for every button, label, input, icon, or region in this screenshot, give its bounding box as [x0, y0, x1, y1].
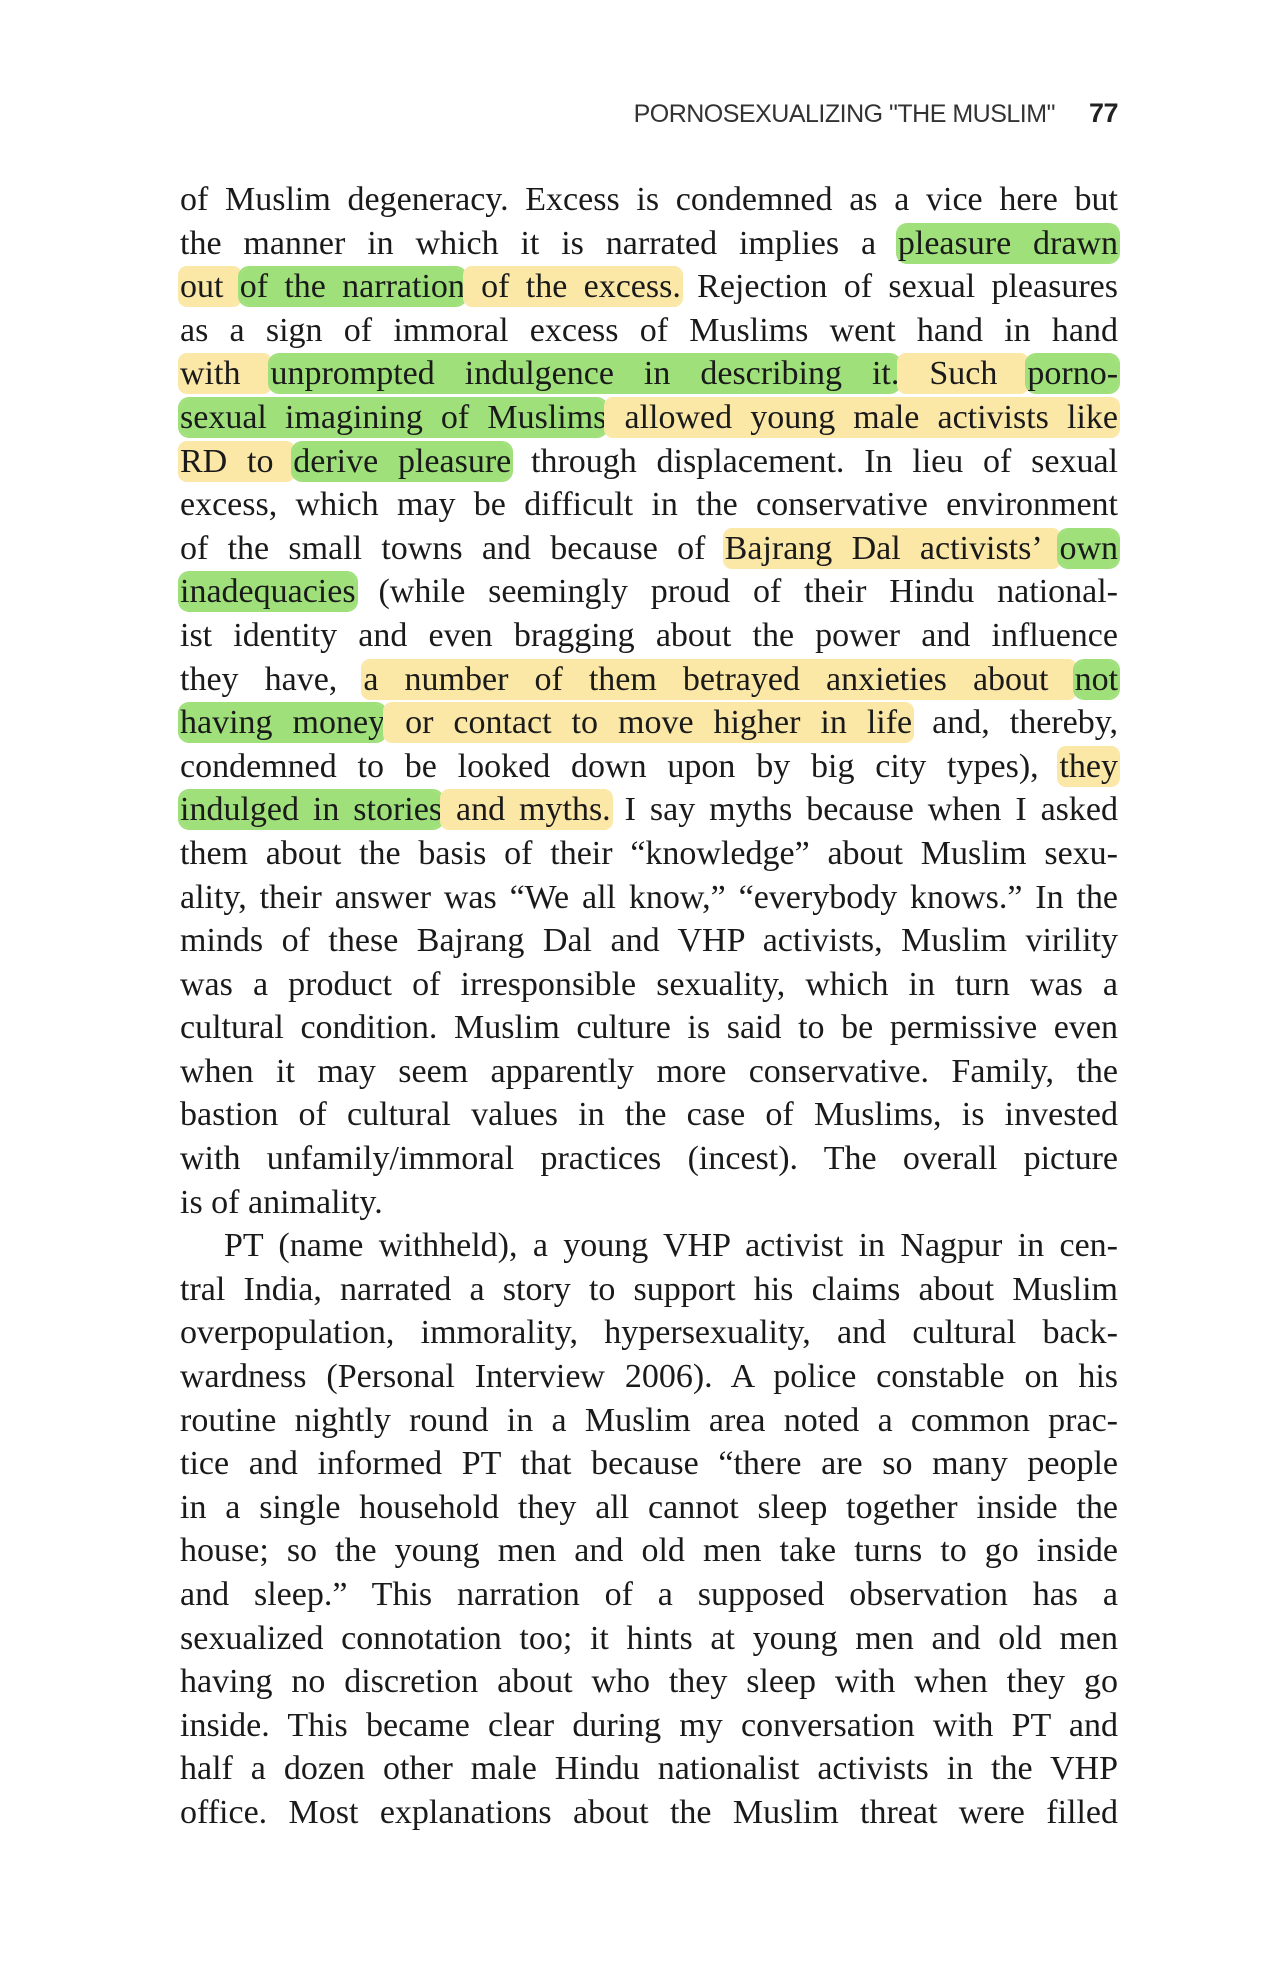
text-line — [180, 570, 1118, 614]
text-line — [180, 1529, 1118, 1573]
text-run: excess, which may be difficult in the conservative environment — [180, 486, 1118, 524]
highlight-green: of the narration — [239, 268, 465, 306]
text-line — [180, 352, 1118, 396]
text-run: inside. This became clear during my conversation with PT and — [180, 1706, 1118, 1744]
text-run: overpopulation, immorality, hypersexuality, and cultural back- — [180, 1314, 1118, 1352]
text-run: the manner in which it is narrated implies a — [180, 224, 898, 262]
text-run: bastion of cultural values in the case of Muslims, is invested — [180, 1096, 1118, 1134]
text-line — [180, 1573, 1118, 1617]
text-line — [180, 745, 1118, 789]
text-line — [180, 483, 1118, 527]
text-line — [180, 1704, 1118, 1748]
text-line — [180, 701, 1118, 745]
text-line — [180, 1617, 1118, 1661]
highlight-yellow: of the excess. — [464, 268, 681, 306]
text-line — [180, 832, 1118, 876]
text-run: and, thereby, — [912, 704, 1118, 742]
text-line — [180, 1399, 1118, 1443]
text-run: cultural condition. Muslim culture is said to be permissive even — [180, 1009, 1118, 1047]
text-run: as a sign of immoral excess of Muslims went hand in hand — [180, 311, 1118, 349]
text-line — [180, 1660, 1118, 1704]
text-line — [180, 309, 1118, 353]
text-run: condemned to be looked down upon by big city types), — [180, 747, 1060, 785]
text-run: tice and informed PT that because “there are so many people — [180, 1445, 1118, 1483]
highlight-green: unprompted indulgence in describing it. — [270, 355, 900, 393]
text-run: half a dozen other male Hindu nationalist activists in the VHP — [180, 1750, 1118, 1788]
highlight-yellow: a number of them betrayed anxieties about — [363, 660, 1075, 698]
highlight-yellow: RD to — [180, 442, 294, 480]
highlight-green: derive pleasure — [293, 442, 512, 480]
text-run: office. Most explanations about the Muslim threat were filled — [180, 1793, 1118, 1831]
text-line — [180, 265, 1118, 309]
text-line — [180, 876, 1118, 920]
text-run: house; so the young men and old men take turns to go inside — [180, 1532, 1118, 1570]
highlight-yellow: and myths. — [442, 791, 611, 829]
text-run: of the small towns and because of — [180, 529, 725, 567]
highlight-green: sexual imagining of Muslims — [180, 398, 607, 436]
text-run: wardness (Personal Interview 2006). A police constable on his — [180, 1358, 1118, 1396]
text-run: with unfamily/immoral practices (incest). The overall picture — [180, 1140, 1118, 1178]
text-line — [180, 527, 1118, 571]
text-line — [180, 1791, 1118, 1835]
text-line — [180, 1181, 1118, 1225]
highlight-yellow: allowed young male activists like — [606, 398, 1118, 436]
highlight-yellow: Such — [899, 355, 1028, 393]
text-run: ality, their answer was “We all know,” “everybody knows.” In the — [180, 878, 1118, 916]
page-number: 77 — [1088, 98, 1118, 128]
text-line — [180, 1093, 1118, 1137]
text-run: when it may seem apparently more conservative. Family, the — [180, 1052, 1118, 1090]
text-run: ist identity and even bragging about the power and influence — [180, 616, 1118, 654]
text-run: I say myths because when I asked — [610, 791, 1118, 829]
text-run: Rejection of sexual pleasures — [680, 268, 1118, 306]
highlight-green: porno- — [1027, 355, 1119, 393]
text-run: in a single household they all cannot sleep together inside the — [180, 1488, 1118, 1526]
text-run: of Muslim degeneracy. Excess is condemned as a vice here but — [180, 181, 1118, 218]
text-line — [180, 963, 1118, 1007]
highlight-green: inadequacies — [180, 573, 356, 611]
text-run: through displacement. In lieu of sexual — [511, 442, 1118, 480]
text-run: and sleep.” This narration of a supposed observation has a — [180, 1576, 1118, 1613]
highlight-yellow: Bajrang Dal activists’ — [724, 529, 1060, 567]
running-head — [180, 98, 1118, 129]
text-line — [180, 1050, 1118, 1094]
text-run: sexualized connotation too; it hints at young men and old men — [180, 1619, 1118, 1657]
text-run: tral India, narrated a story to support his claims about Muslim — [180, 1270, 1118, 1308]
body-text — [180, 178, 1118, 1835]
text-line — [180, 1268, 1118, 1312]
text-line — [180, 178, 1118, 222]
text-line — [180, 919, 1118, 963]
text-run: having no discretion about who they sleep with when they go — [180, 1663, 1118, 1701]
text-run: they have, — [180, 660, 364, 698]
highlight-green: having money — [180, 704, 386, 742]
highlight-green: not — [1074, 660, 1119, 698]
text-run: was a product of irresponsible sexuality, which in turn was a — [180, 965, 1118, 1003]
text-line — [180, 1311, 1118, 1355]
highlight-green: own — [1059, 529, 1118, 567]
text-run: PT (name withheld), a young VHP activist in Nagpur in cen- — [224, 1227, 1118, 1265]
text-line — [180, 222, 1118, 266]
highlight-yellow: or contact to move higher in life — [385, 704, 913, 742]
text-line — [180, 658, 1118, 702]
text-line — [180, 1486, 1118, 1530]
text-line — [180, 396, 1118, 440]
text-line — [180, 1747, 1118, 1791]
highlight-yellow: they — [1059, 747, 1118, 785]
text-run: minds of these Bajrang Dal and VHP activists, Muslim virility — [180, 922, 1118, 960]
text-line — [180, 788, 1118, 832]
highlight-green: pleasure drawn — [897, 224, 1118, 262]
text-run: is of animality. — [180, 1183, 383, 1221]
text-line — [180, 440, 1118, 484]
text-run: (while seemingly proud of their Hindu national- — [355, 573, 1118, 611]
text-run: them about the basis of their “knowledge” about Muslim sexu- — [180, 834, 1118, 872]
highlight-yellow: with — [180, 355, 271, 393]
highlight-green: indulged in stories — [180, 791, 443, 829]
text-run: routine nightly round in a Muslim area noted a common prac- — [180, 1401, 1118, 1439]
text-line — [180, 1442, 1118, 1486]
text-line — [180, 1137, 1118, 1181]
text-line — [180, 1355, 1118, 1399]
text-line — [180, 614, 1118, 658]
text-line — [180, 1224, 1118, 1268]
highlight-yellow: out — [180, 268, 240, 306]
text-line — [180, 1006, 1118, 1050]
chapter-title: PORNOSEXUALIZING "THE MUSLIM" — [633, 100, 1055, 128]
